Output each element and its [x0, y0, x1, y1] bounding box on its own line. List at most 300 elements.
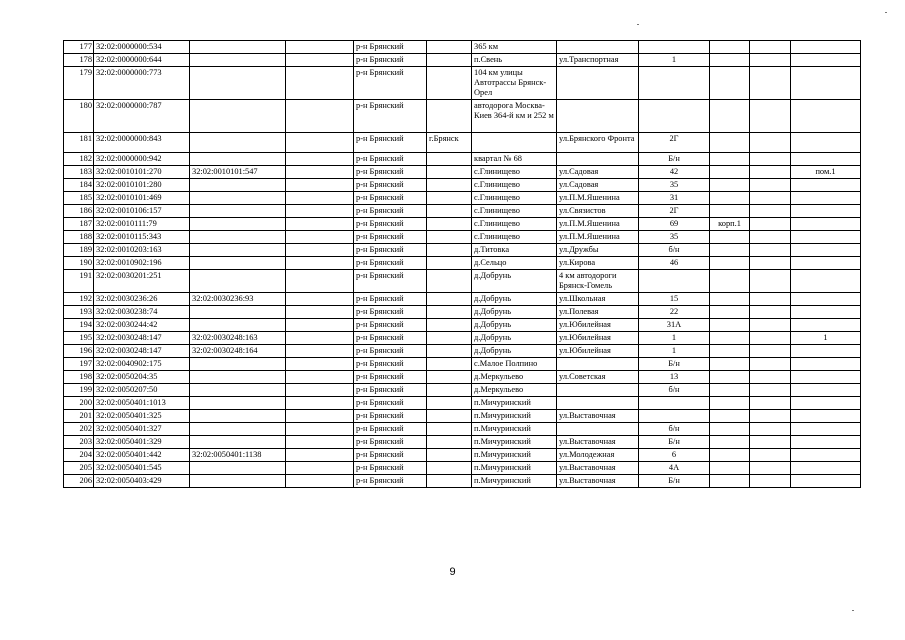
city-cell [427, 41, 472, 54]
settlement-cell: п.Мичуринский [472, 436, 557, 449]
premises-cell [791, 436, 861, 449]
building-cell [710, 306, 750, 319]
building-cell [710, 384, 750, 397]
settlement-cell: п.Мичуринский [472, 449, 557, 462]
cadastral-number-cell: 32:02:0030238:74 [94, 306, 190, 319]
city-cell [427, 423, 472, 436]
blank-cell [286, 54, 354, 67]
table-row [64, 397, 861, 410]
house-number-cell: Б/н [639, 436, 710, 449]
cadastral-number-cell: 32:02:0030201:251 [94, 270, 190, 293]
street-cell: ул.Молодежная [557, 449, 639, 462]
district-cell: р-н Брянский [354, 397, 427, 410]
premises-cell [791, 153, 861, 166]
building-cell [710, 397, 750, 410]
blank-cell [750, 244, 791, 257]
premises-cell [791, 100, 861, 133]
blank-cell [286, 133, 354, 153]
street-cell: ул.П.М.Яшенина [557, 218, 639, 231]
related-cadastral-number-cell [190, 423, 286, 436]
blank-cell [286, 179, 354, 192]
city-cell [427, 306, 472, 319]
city-cell [427, 218, 472, 231]
blank-cell [286, 423, 354, 436]
table-row [64, 218, 861, 231]
related-cadastral-number-cell: 32:02:0050401:1138 [190, 449, 286, 462]
premises-cell [791, 410, 861, 423]
blank-cell [750, 332, 791, 345]
blank-cell [750, 436, 791, 449]
premises-cell [791, 205, 861, 218]
blank-cell [286, 358, 354, 371]
row-number-cell: 179 [64, 67, 94, 100]
blank-cell [286, 192, 354, 205]
cadastral-number-cell: 32:02:0010203:163 [94, 244, 190, 257]
street-cell: ул.Выставочная [557, 475, 639, 488]
house-number-cell: 2Г [639, 205, 710, 218]
house-number-cell: 2Г [639, 133, 710, 153]
row-number-cell: 183 [64, 166, 94, 179]
premises-cell [791, 257, 861, 270]
table-row [64, 306, 861, 319]
cadastral-number-cell: 32:02:0010101:280 [94, 179, 190, 192]
cadastral-number-cell: 32:02:0050401:327 [94, 423, 190, 436]
building-cell [710, 371, 750, 384]
city-cell [427, 166, 472, 179]
blank-cell [286, 462, 354, 475]
row-number-cell: 191 [64, 270, 94, 293]
blank-cell [750, 462, 791, 475]
city-cell [427, 231, 472, 244]
district-cell: р-н Брянский [354, 332, 427, 345]
settlement-cell: с.Глинищево [472, 192, 557, 205]
settlement-cell: автодорога Москва-Киев 364-й км и 252 м [472, 100, 557, 133]
street-cell: ул.Кирова [557, 257, 639, 270]
street-cell: ул.Выставочная [557, 462, 639, 475]
related-cadastral-number-cell [190, 179, 286, 192]
street-cell [557, 423, 639, 436]
table-row [64, 153, 861, 166]
row-number-cell: 185 [64, 192, 94, 205]
premises-cell [791, 475, 861, 488]
table-row [64, 41, 861, 54]
blank-cell [286, 270, 354, 293]
cadastral-number-cell: 32:02:0050401:1013 [94, 397, 190, 410]
premises-cell [791, 462, 861, 475]
table-row [64, 332, 861, 345]
district-cell: р-н Брянский [354, 257, 427, 270]
cadastral-number-cell: 32:02:0050401:325 [94, 410, 190, 423]
blank-cell [286, 449, 354, 462]
house-number-cell [639, 100, 710, 133]
table-row [64, 231, 861, 244]
cadastral-number-cell: 32:02:0010111:79 [94, 218, 190, 231]
building-cell [710, 319, 750, 332]
related-cadastral-number-cell [190, 41, 286, 54]
blank-cell [750, 371, 791, 384]
row-number-cell: 200 [64, 397, 94, 410]
house-number-cell [639, 270, 710, 293]
cadastral-number-cell: 32:02:0030248:147 [94, 345, 190, 358]
blank-cell [286, 231, 354, 244]
cadastral-number-cell: 32:02:0000000:787 [94, 100, 190, 133]
blank-cell [286, 397, 354, 410]
premises-cell [791, 218, 861, 231]
row-number-cell: 202 [64, 423, 94, 436]
blank-cell [750, 257, 791, 270]
settlement-cell: д.Добрунь [472, 345, 557, 358]
blank-cell [286, 100, 354, 133]
blank-cell [286, 306, 354, 319]
table-row [64, 345, 861, 358]
district-cell: р-н Брянский [354, 410, 427, 423]
city-cell [427, 436, 472, 449]
settlement-cell: 365 км [472, 41, 557, 54]
blank-cell [750, 41, 791, 54]
city-cell [427, 257, 472, 270]
house-number-cell [639, 397, 710, 410]
city-cell [427, 332, 472, 345]
city-cell [427, 244, 472, 257]
city-cell: г.Брянск [427, 133, 472, 153]
cadastral-number-cell: 32:02:0010101:270 [94, 166, 190, 179]
building-cell [710, 192, 750, 205]
table-row [64, 133, 861, 153]
settlement-cell: с.Глинищево [472, 231, 557, 244]
cadastral-number-cell: 32:02:0010115:343 [94, 231, 190, 244]
blank-cell [750, 100, 791, 133]
premises-cell [791, 133, 861, 153]
related-cadastral-number-cell [190, 384, 286, 397]
district-cell: р-н Брянский [354, 205, 427, 218]
cadastral-number-cell: 32:02:0000000:644 [94, 54, 190, 67]
premises-cell [791, 358, 861, 371]
building-cell [710, 244, 750, 257]
street-cell: ул.Юбилейная [557, 332, 639, 345]
blank-cell [286, 345, 354, 358]
building-cell [710, 41, 750, 54]
cadastral-number-cell: 32:02:0000000:942 [94, 153, 190, 166]
street-cell [557, 397, 639, 410]
settlement-cell: с.Глинищево [472, 205, 557, 218]
blank-cell [750, 306, 791, 319]
table-row [64, 449, 861, 462]
street-cell: ул.Полевая [557, 306, 639, 319]
city-cell [427, 270, 472, 293]
table-row [64, 475, 861, 488]
building-cell [710, 100, 750, 133]
table-row [64, 257, 861, 270]
street-cell: ул.П.М.Яшенина [557, 192, 639, 205]
street-cell [557, 41, 639, 54]
house-number-cell: 46 [639, 257, 710, 270]
district-cell: р-н Брянский [354, 293, 427, 306]
city-cell [427, 410, 472, 423]
building-cell [710, 410, 750, 423]
table-row [64, 54, 861, 67]
city-cell [427, 345, 472, 358]
related-cadastral-number-cell [190, 100, 286, 133]
table-row [64, 67, 861, 100]
table-row [64, 358, 861, 371]
house-number-cell: 35 [639, 179, 710, 192]
settlement-cell: д.Добрунь [472, 293, 557, 306]
row-number-cell: 206 [64, 475, 94, 488]
street-cell: ул.Юбилейная [557, 319, 639, 332]
related-cadastral-number-cell [190, 231, 286, 244]
blank-cell [750, 133, 791, 153]
table-row [64, 244, 861, 257]
blank-cell [750, 384, 791, 397]
blank-cell [750, 153, 791, 166]
street-cell: ул.Выставочная [557, 410, 639, 423]
blank-cell [286, 205, 354, 218]
building-cell [710, 54, 750, 67]
blank-cell [750, 410, 791, 423]
district-cell: р-н Брянский [354, 306, 427, 319]
table-row [64, 205, 861, 218]
street-cell: ул.Транспортная [557, 54, 639, 67]
premises-cell [791, 371, 861, 384]
city-cell [427, 54, 472, 67]
district-cell: р-н Брянский [354, 231, 427, 244]
scan-speck [885, 12, 887, 13]
house-number-cell: 1 [639, 54, 710, 67]
row-number-cell: 195 [64, 332, 94, 345]
row-number-cell: 190 [64, 257, 94, 270]
house-number-cell: 22 [639, 306, 710, 319]
table-row [64, 410, 861, 423]
city-cell [427, 179, 472, 192]
house-number-cell: б/н [639, 384, 710, 397]
cadastral-number-cell: 32:02:0040902:175 [94, 358, 190, 371]
premises-cell [791, 384, 861, 397]
blank-cell [286, 153, 354, 166]
table-row [64, 436, 861, 449]
blank-cell [750, 397, 791, 410]
district-cell: р-н Брянский [354, 319, 427, 332]
table-row [64, 384, 861, 397]
settlement-cell: д.Добрунь [472, 319, 557, 332]
blank-cell [750, 345, 791, 358]
related-cadastral-number-cell [190, 244, 286, 257]
cadastral-number-cell: 32:02:0050401:329 [94, 436, 190, 449]
cadastral-number-cell: 32:02:0030248:147 [94, 332, 190, 345]
row-number-cell: 188 [64, 231, 94, 244]
blank-cell [286, 218, 354, 231]
related-cadastral-number-cell [190, 153, 286, 166]
row-number-cell: 178 [64, 54, 94, 67]
page-number: 9 [449, 566, 456, 578]
house-number-cell: 35 [639, 231, 710, 244]
table-row [64, 319, 861, 332]
table-row [64, 462, 861, 475]
city-cell [427, 100, 472, 133]
cadastral-number-cell: 32:02:0050207:50 [94, 384, 190, 397]
street-cell: ул.Садовая [557, 166, 639, 179]
row-number-cell: 177 [64, 41, 94, 54]
building-cell [710, 153, 750, 166]
related-cadastral-number-cell [190, 257, 286, 270]
related-cadastral-number-cell [190, 205, 286, 218]
settlement-cell: п.Мичуринский [472, 397, 557, 410]
house-number-cell: 42 [639, 166, 710, 179]
row-number-cell: 201 [64, 410, 94, 423]
blank-cell [286, 475, 354, 488]
street-cell: ул.Юбилейная [557, 345, 639, 358]
table-row [64, 293, 861, 306]
house-number-cell: б/н [639, 244, 710, 257]
district-cell: р-н Брянский [354, 192, 427, 205]
premises-cell: пом.1 [791, 166, 861, 179]
district-cell: р-н Брянский [354, 371, 427, 384]
premises-cell [791, 192, 861, 205]
row-number-cell: 204 [64, 449, 94, 462]
building-cell [710, 231, 750, 244]
table-row [64, 423, 861, 436]
premises-cell [791, 319, 861, 332]
building-cell [710, 257, 750, 270]
district-cell: р-н Брянский [354, 67, 427, 100]
row-number-cell: 194 [64, 319, 94, 332]
building-cell [710, 270, 750, 293]
premises-cell [791, 293, 861, 306]
house-number-cell: Б/н [639, 358, 710, 371]
row-number-cell: 187 [64, 218, 94, 231]
row-number-cell: 184 [64, 179, 94, 192]
related-cadastral-number-cell [190, 306, 286, 319]
related-cadastral-number-cell [190, 218, 286, 231]
blank-cell [286, 166, 354, 179]
scan-speck [852, 610, 854, 611]
building-cell [710, 67, 750, 100]
district-cell: р-н Брянский [354, 133, 427, 153]
table-row [64, 166, 861, 179]
blank-cell [286, 332, 354, 345]
cadastral-number-cell: 32:02:0000000:773 [94, 67, 190, 100]
related-cadastral-number-cell [190, 270, 286, 293]
house-number-cell [639, 41, 710, 54]
house-number-cell: 1 [639, 345, 710, 358]
district-cell: р-н Брянский [354, 41, 427, 54]
street-cell: ул.Садовая [557, 179, 639, 192]
blank-cell [286, 384, 354, 397]
row-number-cell: 189 [64, 244, 94, 257]
table-row [64, 179, 861, 192]
settlement-cell: п.Мичуринский [472, 410, 557, 423]
city-cell [427, 397, 472, 410]
related-cadastral-number-cell [190, 67, 286, 100]
building-cell: корп.1 [710, 218, 750, 231]
cadastral-number-cell: 32:02:0010902:196 [94, 257, 190, 270]
blank-cell [286, 319, 354, 332]
street-cell [557, 67, 639, 100]
blank-cell [750, 192, 791, 205]
district-cell: р-н Брянский [354, 358, 427, 371]
related-cadastral-number-cell: 32:02:0030248:164 [190, 345, 286, 358]
district-cell: р-н Брянский [354, 384, 427, 397]
settlement-cell: д.Добрунь [472, 306, 557, 319]
cadastral-number-cell: 32:02:0010101:469 [94, 192, 190, 205]
building-cell [710, 166, 750, 179]
building-cell [710, 332, 750, 345]
city-cell [427, 449, 472, 462]
blank-cell [286, 410, 354, 423]
row-number-cell: 203 [64, 436, 94, 449]
cadastral-number-cell: 32:02:0030244:42 [94, 319, 190, 332]
street-cell: ул.Дружбы [557, 244, 639, 257]
premises-cell [791, 67, 861, 100]
street-cell: ул.Связистов [557, 205, 639, 218]
district-cell: р-н Брянский [354, 423, 427, 436]
house-number-cell: 15 [639, 293, 710, 306]
row-number-cell: 180 [64, 100, 94, 133]
house-number-cell: 6 [639, 449, 710, 462]
house-number-cell: б/н [639, 423, 710, 436]
building-cell [710, 475, 750, 488]
house-number-cell [639, 410, 710, 423]
city-cell [427, 319, 472, 332]
cadastral-number-cell: 32:02:0030236:26 [94, 293, 190, 306]
city-cell [427, 371, 472, 384]
premises-cell [791, 306, 861, 319]
city-cell [427, 475, 472, 488]
row-number-cell: 198 [64, 371, 94, 384]
house-number-cell: Б/н [639, 153, 710, 166]
street-cell: ул.Советская [557, 371, 639, 384]
blank-cell [750, 67, 791, 100]
building-cell [710, 358, 750, 371]
district-cell: р-н Брянский [354, 166, 427, 179]
street-cell [557, 384, 639, 397]
blank-cell [750, 218, 791, 231]
settlement-cell: д.Добрунь [472, 270, 557, 293]
row-number-cell: 196 [64, 345, 94, 358]
cadastral-number-cell: 32:02:0050401:442 [94, 449, 190, 462]
building-cell [710, 462, 750, 475]
district-cell: р-н Брянский [354, 436, 427, 449]
settlement-cell: д.Сельцо [472, 257, 557, 270]
premises-cell [791, 41, 861, 54]
settlement-cell: д.Добрунь [472, 332, 557, 345]
district-cell: р-н Брянский [354, 449, 427, 462]
district-cell: р-н Брянский [354, 270, 427, 293]
settlement-cell: 104 км улицы Автотрассы Брянск-Орел [472, 67, 557, 100]
house-number-cell: 69 [639, 218, 710, 231]
house-number-cell: Б/н [639, 475, 710, 488]
related-cadastral-number-cell [190, 192, 286, 205]
cadastral-number-cell: 32:02:0050401:545 [94, 462, 190, 475]
house-number-cell: 31А [639, 319, 710, 332]
row-number-cell: 181 [64, 133, 94, 153]
city-cell [427, 192, 472, 205]
district-cell: р-н Брянский [354, 153, 427, 166]
blank-cell [286, 257, 354, 270]
house-number-cell: 31 [639, 192, 710, 205]
premises-cell [791, 423, 861, 436]
district-cell: р-н Брянский [354, 179, 427, 192]
city-cell [427, 384, 472, 397]
row-number-cell: 199 [64, 384, 94, 397]
related-cadastral-number-cell: 32:02:0030236:93 [190, 293, 286, 306]
blank-cell [750, 166, 791, 179]
building-cell [710, 423, 750, 436]
blank-cell [750, 231, 791, 244]
street-cell: ул.Школьная [557, 293, 639, 306]
blank-cell [750, 423, 791, 436]
house-number-cell: 13 [639, 371, 710, 384]
related-cadastral-number-cell [190, 436, 286, 449]
